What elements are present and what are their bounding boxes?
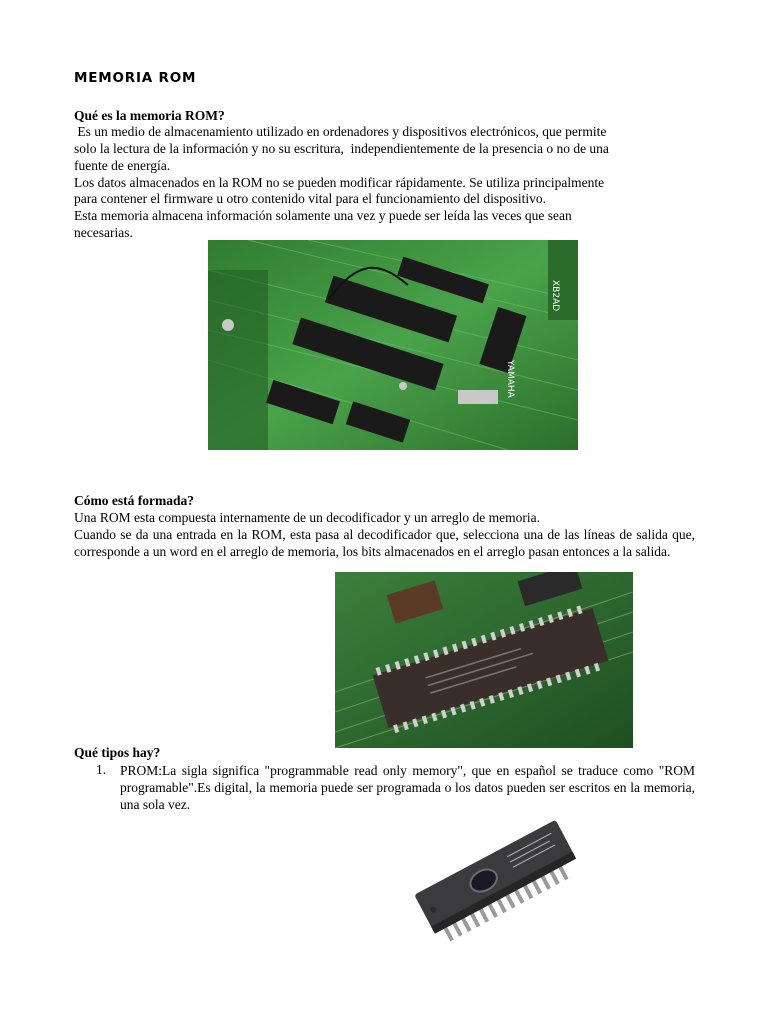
- list-item-number: 1.: [96, 762, 107, 777]
- board-label-yamaha: YAMAHA: [505, 360, 515, 398]
- paragraph-line: Es un medio de almacenamiento utilizado en ordenadores y dispositivos electrónicos, que permite: [74, 124, 607, 139]
- paragraph-line: para contener el firmware u otro contenido vital para el funcionamiento del dispositivo.: [74, 191, 546, 206]
- paragraph-line: necesarias.: [74, 225, 133, 240]
- motherboard-photo: [208, 240, 578, 450]
- list-item: PROM:La sigla significa "programmable read only memory", que en español se traduce como "ROM programable".Es digital, la memoria puede ser programada o los datos pueden ser escritos en la memoria, una sola vez.: [120, 763, 695, 812]
- rom-chip-photo: [335, 572, 633, 748]
- paragraph-line: Esta memoria almacena información solamente una vez y puede ser leída las veces que sean: [74, 208, 572, 223]
- paragraph-line: fuente de energía.: [74, 158, 171, 173]
- paragraph-line: Una ROM esta compuesta internamente de un decodificador y un arreglo de memoria.: [74, 510, 540, 525]
- section-heading-how-formed: Cómo está formada?: [74, 493, 194, 508]
- section-heading-what-is-rom: Qué es la memoria ROM?: [74, 108, 225, 123]
- section-heading-types: Qué tipos hay?: [74, 745, 161, 760]
- board-label-model: XB2AD: [550, 280, 560, 312]
- paragraph-line: solo la lectura de la información y no su escritura, independientemente de la presencia o no de una: [74, 141, 609, 156]
- paragraph-line: Los datos almacenados en la ROM no se pueden modificar rápidamente. Se utiliza principalmente: [74, 175, 605, 190]
- page-title: MEMORIA ROM: [74, 70, 197, 86]
- prom-chip-photo: [408, 812, 588, 952]
- paragraph-justified: Cuando se da una entrada en la ROM, esta pasa al decodificador que, selecciona una de las líneas de salida que, corresponde a un word en el arreglo de memoria, los bits almacenados en el arreglo pasan entonces a la salida.: [74, 527, 695, 559]
